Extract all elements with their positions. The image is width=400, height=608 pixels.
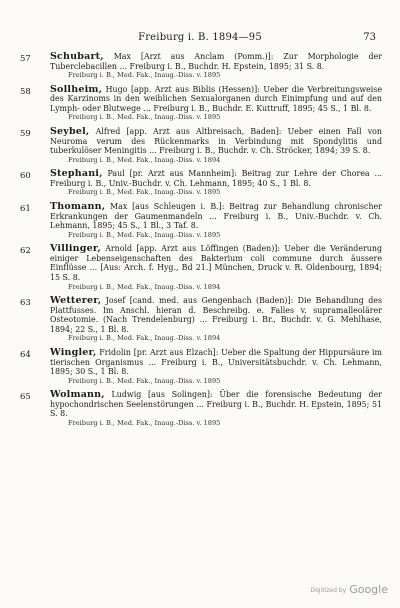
entry-text [50, 52, 382, 71]
page-header [0, 32, 400, 46]
entry-body: [Arzt aus Anclam (Pomm.)]: Zur Morphologie der Tuberclebacillen ... Freiburg i. B., Buchdr. H. Epstein, 1895; 31 S. 8. [50, 52, 382, 71]
entry-text [50, 85, 382, 114]
list-item [20, 296, 382, 343]
entry-name: Stephani, [50, 168, 103, 180]
entry-text [50, 202, 382, 231]
entry-text [50, 244, 382, 282]
entry-list [20, 52, 382, 433]
entry-body: [app. Arzt aus Biblis (Hessen)]: Ueber die Verbreitungsweise des Karzinoms in den weiblichen Sexualorganen durch Einimpfung und auf den Lymph- oder Blutwege ... Freiburg i. B., Buchdr. E. Kuttruff, 1895; 45 S., 1 Bl. 8. [50, 84, 382, 113]
entry-given-name: Max [105, 201, 128, 211]
list-item [20, 52, 382, 80]
entry-text [50, 127, 382, 156]
entry-name: Seybel, [50, 125, 90, 137]
entry-text [50, 169, 382, 188]
entry-text [50, 390, 382, 419]
entry-note: Freiburg i. B., Med. Fak., Inaug.-Diss. v. 1895 [68, 376, 221, 385]
entry-name: Sollheim, [50, 83, 103, 95]
page-number: 73 [363, 32, 376, 43]
entry-note: Freiburg i. B., Med. Fak., Inaug.-Diss. v. 1895 [68, 419, 221, 428]
entry-number: 59 [20, 128, 31, 139]
list-item [20, 348, 382, 385]
entry-note: Freiburg i. B., Med. Fak., Inaug.-Diss. v. 1895 [68, 188, 221, 197]
entry-text [50, 296, 382, 334]
list-item [20, 85, 382, 122]
list-item [20, 169, 382, 197]
entry-number: 61 [20, 203, 31, 214]
entry-number: 64 [20, 349, 31, 360]
entry-name: Wingler, [50, 346, 97, 358]
entry-note: Freiburg i. B., Med. Fak., Inaug.-Diss. v. 1894 [68, 282, 221, 291]
entry-number: 58 [20, 86, 31, 97]
entry-note: Freiburg i. B., Med. Fak., Inaug.-Diss. v. 1894 [68, 155, 221, 164]
entry-note: Freiburg i. B., Med. Fak., Inaug.-Diss. v. 1895 [68, 113, 221, 122]
google-watermark [311, 583, 389, 596]
entry-given-name: Josef [101, 296, 126, 306]
list-item [20, 390, 382, 427]
entry-number: 60 [20, 171, 31, 182]
entry-number: 62 [20, 246, 31, 257]
entry-given-name: Ludwig [104, 390, 142, 400]
entry-body: [cand. med. aus Gengenbach (Baden)]: Die Behandlung des Plattfusses. Im Anschl. hieran d. Beschreibg. e. Falles v. supramalleolärer Osteotomie. (Nach Trendelenburg) ... Freiburg i. Br., Buchdr. v. G. Mehlhase, 1894; 22 S., 1 Bl. 8. [50, 296, 383, 334]
entry-name: Wetterer, [50, 295, 102, 307]
watermark-brand: Google [349, 583, 388, 596]
entry-body: [pr. Arzt aus Mannheim]: Beitrag zur Lehre der Chorea ... Freiburg i. B., Univ.-Buchdr. v. Ch. Lehmann, 1895; 40 S., 1 Bl. 8. [50, 169, 382, 188]
entry-name: Schubart, [50, 51, 104, 62]
list-item [20, 202, 382, 239]
entry-note: Freiburg i. B., Med. Fak., Inaug.-Diss. v. 1895 [68, 230, 221, 239]
entry-body: [app. Arzt aus Altbreisach, Baden]: Ueber einen Fall von Neuroma verum des Rückenmarks in Verbindung mit Spondylitis und tuberkulöser Meningitis ... Freiburg i. B., Buchdr. v. Ch. Ströcker, 1894; 39 S. 8. [50, 126, 382, 156]
entry-text [50, 348, 382, 377]
entry-note: Freiburg i. B., Med. Fak., Inaug.-Diss. v. 1895 [68, 71, 221, 80]
entry-body: [pr. Arzt aus Elzach]: Ueber die Spaltung der Hippursäure im tierischen Organismus ... Freiburg i. B., Universitätsbuchdr. v. Ch. Lehmann, 1895; 30 S., 1 Bl. 8. [50, 347, 382, 377]
running-head: Freiburg i. B. 1894—95 [138, 32, 262, 43]
list-item [20, 244, 382, 291]
entry-body: [aus Schleugen i. B.]: Beitrag zur Behandlung chronischer Erkrankungen der Gaumenmandeln ... Freiburg i. B., Univ.-Buchdr. v. Ch. Lehmann, 1895; 45 S., 1 Bl., 3 Taf. 8. [50, 201, 382, 231]
entry-name: Thomann, [50, 200, 106, 212]
entry-given-name: Hugo [102, 84, 128, 94]
watermark-prefix: Digitized by [310, 586, 347, 594]
entry-body: [app. Arzt aus Löffingen (Baden)]: Ueber die Veränderung einiger Lebenseigenschaften des Bakterium coli commune durch äussere Einflüsse ... [Aus: Arch. f. Hyg., Bd 21.] München, Druck v. R. Oldenbourg, 1894; 15 S. 8. [50, 244, 382, 282]
entry-given-name: Alfred [89, 126, 121, 136]
list-item [20, 127, 382, 164]
entry-given-name: Max [103, 52, 131, 61]
entry-number: 65 [20, 392, 31, 403]
entry-number: 57 [20, 54, 31, 64]
entry-given-name: Paul [102, 169, 125, 179]
entry-name: Villinger, [50, 243, 101, 255]
entry-name: Wolmann, [50, 389, 105, 401]
entry-body: [aus Solingen]: Über die forensische Bedeutung der hypochondrischen Seelenstörungen ... Freiburg i. B., Buchdr. H. Epstein, 1895; 51 S. 8. [50, 390, 382, 419]
entry-note: Freiburg i. B., Med. Fak., Inaug.-Diss. v. 1894 [68, 334, 221, 343]
entry-given-name: Arnold [100, 244, 133, 254]
entry-number: 63 [20, 298, 31, 309]
entry-given-name: Fridolin [96, 347, 131, 357]
